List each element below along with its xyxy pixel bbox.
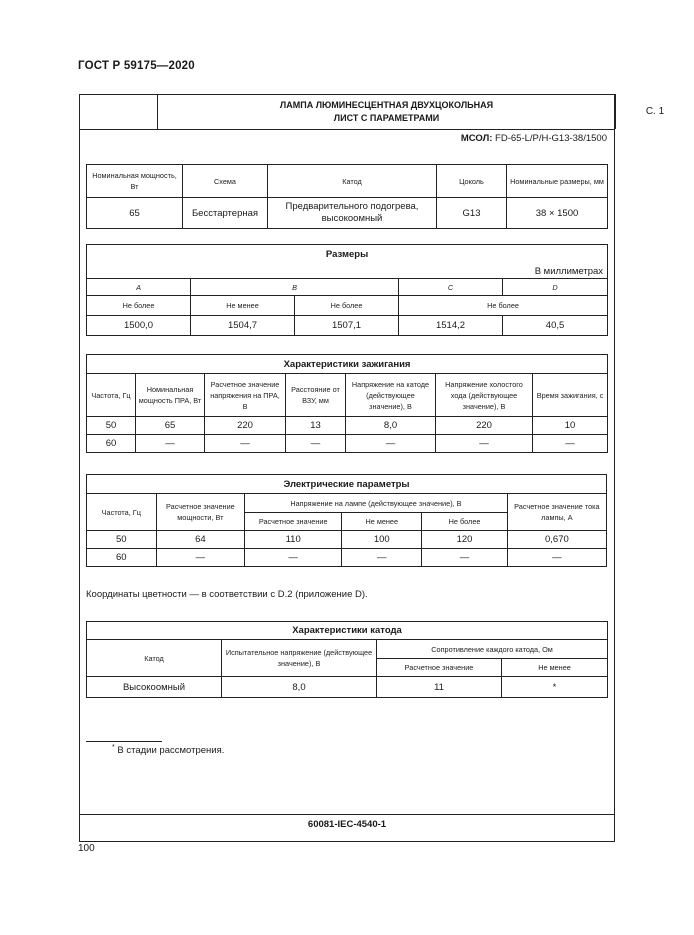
table-cell: — bbox=[533, 435, 608, 453]
table-cell: 100 bbox=[342, 531, 422, 549]
dimensions-table bbox=[86, 244, 608, 336]
table-cell: 1504,7 bbox=[191, 316, 295, 336]
standard-number: ГОСТ Р 59175—2020 bbox=[78, 60, 195, 72]
footnote-divider bbox=[86, 741, 162, 742]
header-cell: Не более bbox=[422, 513, 507, 531]
header-cell: Испытательное напряжение (действующее значение), В bbox=[222, 640, 377, 677]
header-cell: Время зажигания, с bbox=[533, 374, 608, 417]
dimension-letter: A bbox=[87, 279, 191, 296]
table-cell: 220 bbox=[205, 417, 286, 435]
table-cell: — bbox=[286, 435, 346, 453]
header-cell: Не менее bbox=[342, 513, 422, 531]
table-cell: G13 bbox=[437, 198, 507, 229]
table-cell: 60 bbox=[87, 549, 157, 567]
header-cell: Расстояние от ВЗУ, мм bbox=[286, 374, 346, 417]
table-cell: — bbox=[422, 549, 507, 567]
dimension-letter: B bbox=[191, 279, 399, 296]
limit-cell: Не менее bbox=[191, 296, 295, 316]
table-cell: * bbox=[502, 677, 608, 698]
header-cell: Расчетное значение тока лампы, А bbox=[507, 494, 606, 531]
header-cell: Номинальная мощность ПРА, Вт bbox=[136, 374, 205, 417]
table-cell: Высокоомный bbox=[87, 677, 222, 698]
table-cell: 1500,0 bbox=[87, 316, 191, 336]
header-title bbox=[158, 94, 616, 129]
table-cell: — bbox=[205, 435, 286, 453]
msol-designation bbox=[461, 133, 607, 144]
table-title: Характеристики катода bbox=[87, 622, 608, 640]
ignition-table bbox=[86, 354, 608, 453]
header-cell: Номинальные размеры, мм bbox=[507, 165, 608, 198]
page-number: 100 bbox=[78, 843, 95, 854]
header-cell: Напряжение холостого хода (действующее значение), В bbox=[436, 374, 533, 417]
header-cell: Сопротивление каждого катода, Ом bbox=[377, 640, 608, 659]
table-cell: 13 bbox=[286, 417, 346, 435]
header-title-line2: ЛИСТ С ПАРАМЕТРАМИ bbox=[333, 112, 440, 123]
header-cell: Частота, Гц bbox=[87, 374, 136, 417]
table-cell: — bbox=[436, 435, 533, 453]
header-cell: Расчетное значение напряжения на ПРА, В bbox=[205, 374, 286, 417]
table-title: Характеристики зажигания bbox=[87, 355, 608, 374]
table-cell: 220 bbox=[436, 417, 533, 435]
table-cell: 65 bbox=[87, 198, 183, 229]
table-cell: — bbox=[346, 435, 436, 453]
header-cell: Цоколь bbox=[437, 165, 507, 198]
header-left-cell bbox=[79, 94, 158, 129]
footnote bbox=[112, 744, 224, 756]
unit-note: В миллиметрах bbox=[87, 265, 608, 279]
limit-cell: Не более bbox=[399, 296, 608, 316]
header-cell: Частота, Гц bbox=[87, 494, 157, 531]
electrical-table bbox=[86, 474, 607, 567]
sheet-header bbox=[79, 94, 665, 130]
table-cell: 0,670 bbox=[507, 531, 606, 549]
table-cell: 11 bbox=[377, 677, 502, 698]
header-cell: Расчетное значение bbox=[245, 513, 342, 531]
table-title: Размеры bbox=[87, 245, 608, 265]
header-cell: Не менее bbox=[502, 659, 608, 677]
table-cell: 64 bbox=[156, 531, 245, 549]
footnote-text: В стадии рассмотрения. bbox=[117, 745, 225, 756]
table-cell: 1507,1 bbox=[295, 316, 399, 336]
msol-code: FD-65-L/P/H-G13-38/1500 bbox=[495, 133, 607, 144]
table-cell: — bbox=[136, 435, 205, 453]
header-page-ref: С. 1 bbox=[645, 106, 665, 117]
limit-cell: Не более bbox=[87, 296, 191, 316]
table-cell: 60 bbox=[87, 435, 136, 453]
table-cell: 120 bbox=[422, 531, 507, 549]
footer-code: 60081-IEC-4540-1 bbox=[307, 819, 387, 830]
footer-divider bbox=[79, 814, 615, 815]
chromaticity-note: Координаты цветности — в соответствии с D.2 (приложение D). bbox=[86, 589, 368, 600]
cathode-table bbox=[86, 621, 608, 698]
header-title-line1: ЛАМПА ЛЮМИНЕСЦЕНТНАЯ ДВУХЦОКОЛЬНАЯ bbox=[279, 99, 494, 110]
table-cell: 110 bbox=[245, 531, 342, 549]
header-cell: Расчетное значение bbox=[377, 659, 502, 677]
table-cell: 40,5 bbox=[503, 316, 608, 336]
table-cell: 50 bbox=[87, 417, 136, 435]
table-cell: 65 bbox=[136, 417, 205, 435]
header-cell: Напряжение на катоде (действующее значение), В bbox=[346, 374, 436, 417]
footnote-mark: * bbox=[112, 744, 115, 751]
table-cell: Предварительного подогрева, высокоомный bbox=[268, 198, 437, 229]
dimension-letter: D bbox=[503, 279, 608, 296]
summary-table bbox=[86, 164, 608, 229]
header-cell: Номинальная мощность, Вт bbox=[87, 165, 183, 198]
header-cell: Расчетное значение мощности, Вт bbox=[156, 494, 245, 531]
table-cell: 38 × 1500 bbox=[507, 198, 608, 229]
header-cell: Катод bbox=[268, 165, 437, 198]
table-cell: 8,0 bbox=[222, 677, 377, 698]
dimension-letter: C bbox=[399, 279, 503, 296]
table-title: Электрические параметры bbox=[87, 475, 607, 494]
table-cell: — bbox=[156, 549, 245, 567]
table-cell: 10 bbox=[533, 417, 608, 435]
table-cell: — bbox=[507, 549, 606, 567]
header-cell: Катод bbox=[87, 640, 222, 677]
table-cell: 8,0 bbox=[346, 417, 436, 435]
limit-cell: Не более bbox=[295, 296, 399, 316]
table-cell: 1514,2 bbox=[399, 316, 503, 336]
header-cell: Схема bbox=[183, 165, 268, 198]
table-cell: Бесстартерная bbox=[183, 198, 268, 229]
header-cell: Напряжение на лампе (действующее значение), В bbox=[245, 494, 508, 513]
msol-label: МСОЛ: bbox=[460, 133, 493, 144]
table-cell: 50 bbox=[87, 531, 157, 549]
table-cell: — bbox=[342, 549, 422, 567]
table-cell: — bbox=[245, 549, 342, 567]
